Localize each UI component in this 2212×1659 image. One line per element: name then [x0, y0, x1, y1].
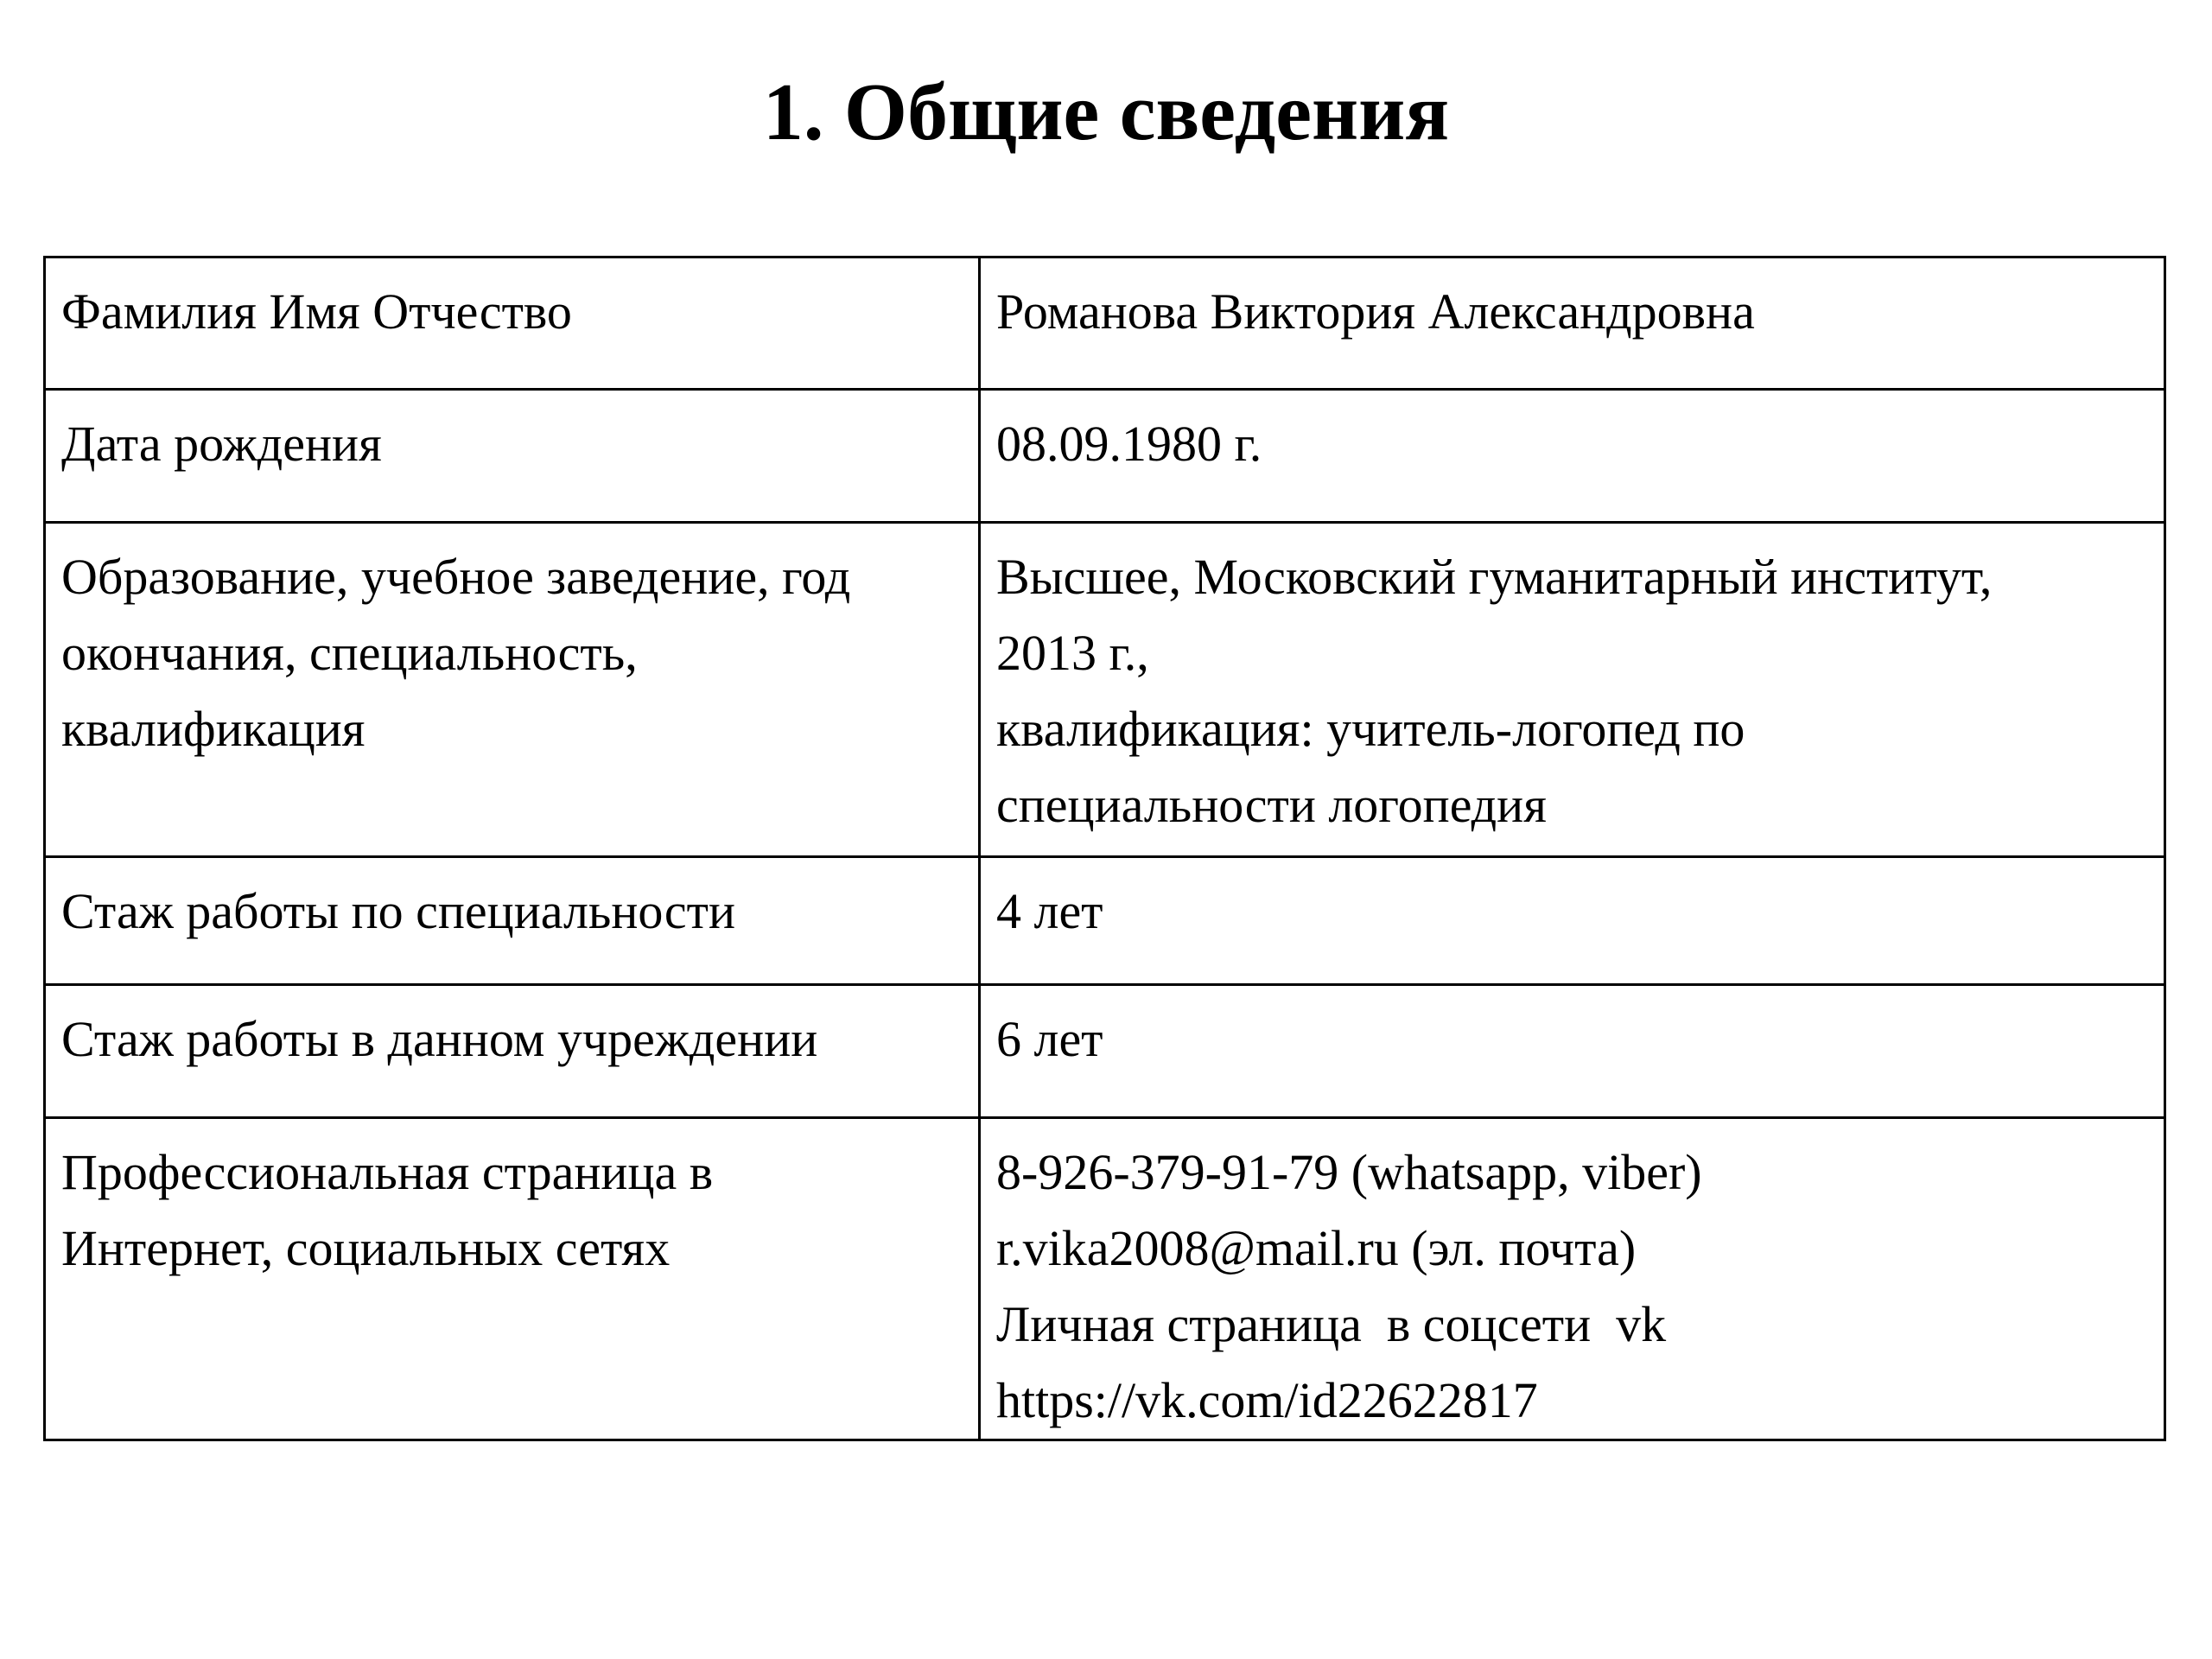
label-text: квалификация — [61, 701, 365, 757]
table-row — [45, 390, 2165, 523]
label-text: Дата рождения — [61, 416, 382, 472]
label-text: Профессиональная страница в — [61, 1144, 714, 1200]
label-text: Образование, учебное заведение, год — [61, 549, 851, 605]
value-text: 6 лет — [996, 1011, 1103, 1067]
label-text: Интернет, социальных сетях — [61, 1220, 671, 1276]
general-info-table — [43, 256, 2166, 1441]
value-text: Романова Виктория Александровна — [996, 283, 1755, 340]
row-label-institution-experience — [45, 985, 980, 1118]
row-value-specialty-experience — [980, 857, 2165, 985]
table-row — [45, 857, 2165, 985]
email-text: r.vika2008@mail.ru (эл. почта) — [996, 1220, 1637, 1276]
row-value-full-name — [980, 257, 2165, 390]
page-title: 1. Общие сведения — [762, 67, 1450, 157]
social-page-text: Личная страница в соцсети vk — [996, 1296, 1667, 1352]
vk-url-text: https://vk.com/id22622817 — [996, 1372, 1538, 1428]
row-value-institution-experience — [980, 985, 2165, 1118]
value-text: 08.09.1980 г. — [996, 416, 1262, 472]
table-row — [45, 1118, 2165, 1440]
table-row — [45, 257, 2165, 390]
value-text: 4 лет — [996, 883, 1103, 939]
value-text: квалификация: учитель-логопед по — [996, 701, 1745, 757]
value-text: специальности логопедия — [996, 777, 1547, 833]
label-text: Фамилия Имя Отчество — [61, 283, 572, 340]
row-label-full-name — [45, 257, 980, 390]
row-value-education — [980, 523, 2165, 857]
value-text: Высшее, Московский гуманитарный институт, — [996, 549, 1993, 605]
row-label-specialty-experience — [45, 857, 980, 985]
row-value-online-presence — [980, 1118, 2165, 1440]
table-row — [45, 985, 2165, 1118]
table-row — [45, 523, 2165, 857]
row-label-birth-date — [45, 390, 980, 523]
row-label-education — [45, 523, 980, 857]
value-text: 2013 г., — [996, 625, 1149, 681]
row-value-birth-date — [980, 390, 2165, 523]
label-text: Стаж работы в данном учреждении — [61, 1011, 818, 1067]
phone-text: 8-926-379-91-79 (whatsapp, viber) — [996, 1144, 1702, 1200]
label-text: Стаж работы по специальности — [61, 883, 735, 939]
row-label-online-presence — [45, 1118, 980, 1440]
label-text: окончания, специальность, — [61, 625, 638, 681]
